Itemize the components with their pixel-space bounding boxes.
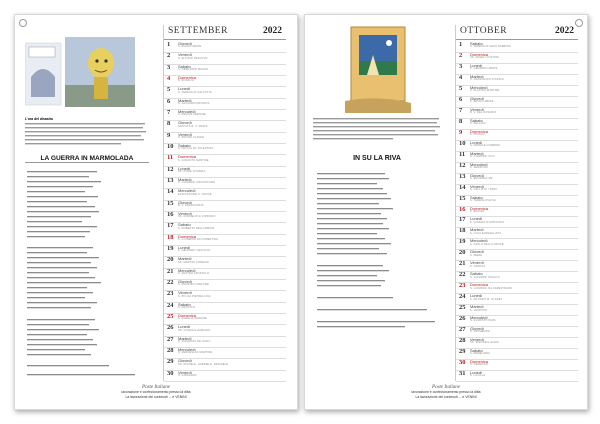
weekday-name: Venerdì: [470, 106, 484, 112]
weekday-name: Martedì: [470, 304, 484, 310]
weekday-name: Sabato: [470, 41, 483, 46]
saint-name: S. MATTEO APOSTOLO: [178, 271, 210, 275]
day-number: 22: [167, 279, 174, 286]
day-row: [164, 370, 286, 382]
day-number: 16: [459, 205, 466, 213]
weekday-name: Mercoledì: [470, 84, 488, 90]
saint-name: S. PELAGIA: [470, 122, 486, 126]
saint-name: S. REGINA VERGINE: [178, 113, 206, 117]
day-number: 13: [459, 172, 466, 180]
calendar-page-september: [14, 14, 298, 410]
saint-name: SS. COSMA E DAMIANO: [178, 328, 211, 332]
day-number: 20: [459, 249, 466, 257]
saint-name: S. GIUSEPPE DA COPERTINO: [178, 237, 219, 241]
day-number: 29: [459, 348, 466, 356]
weekday-name: Mercoledì: [470, 238, 488, 244]
day-number: 1: [459, 41, 463, 48]
poem-title: IN SU LA RIVA: [353, 155, 401, 162]
saint-name: S. IGNAZIO D'ANTIOCHIA: [470, 220, 505, 224]
day-number: 3: [459, 62, 463, 70]
weekday-name: Martedì: [178, 177, 192, 182]
weekday-name: Mercoledì: [178, 188, 196, 194]
saint-name: S. VENCESLAO MARTIRE: [178, 351, 213, 355]
saint-name: S. BRUNO ABATE: [470, 100, 494, 104]
day-number: 7: [459, 106, 463, 114]
saint-name: S. DANIELE COMBONI: [470, 144, 500, 147]
art-caption: [25, 117, 147, 122]
saint-name: S. GREGORIO MAGNO: [178, 67, 209, 71]
poem-text-lines: [27, 169, 145, 387]
day-number: 23: [459, 282, 466, 290]
day-number: 27: [167, 335, 174, 343]
saint-name: S. CRISPINO: [470, 308, 488, 312]
weekday-name: Martedì: [178, 97, 192, 103]
day-number: 4: [167, 75, 171, 82]
day-number: 18: [167, 233, 174, 241]
day-number: 29: [167, 358, 174, 366]
day-number: 30: [167, 369, 174, 377]
calendar-october: [455, 25, 578, 381]
saint-name: S. VINCENZO DE' PAOLI: [178, 339, 211, 343]
day-number: 22: [459, 271, 466, 279]
saint-name: S. CALLISTO I PAPA: [470, 187, 498, 191]
saint-name: S. ERMELINDA: [470, 352, 491, 356]
weekday-name: Venerdì: [178, 211, 192, 216]
weekday-name: Sabato: [470, 271, 483, 277]
weekday-name: Sabato: [178, 222, 191, 228]
footer-brand: Poste Italiane: [142, 385, 170, 390]
weekday-name: Mercoledì: [178, 267, 196, 273]
saint-name: S. TERESA D'AVILA: [470, 198, 497, 202]
weekday-name: Mercoledì: [470, 315, 488, 321]
weekday-name: Sabato: [178, 143, 191, 148]
weekday-name: Venerdì: [470, 337, 484, 343]
saint-name: S. ANTONIO M. CLARET: [470, 297, 503, 301]
weekday-name: Mercoledì: [178, 109, 196, 114]
page-footer: [23, 385, 289, 399]
saint-name: S. ORSOLA: [470, 264, 486, 268]
day-number: 28: [459, 337, 466, 345]
weekday-name: Mercoledì: [470, 161, 488, 167]
poem-title: LA GUERRA IN MARMOLADA: [25, 155, 149, 163]
saint-name: S. GENNARO VESCOVO: [178, 249, 211, 253]
saint-name: S. LUCA EVANGELISTA: [470, 231, 502, 235]
day-number: 24: [459, 293, 466, 301]
weekday-name: Giovedì: [178, 358, 192, 364]
weekday-name: Martedì: [178, 335, 192, 341]
day-number: 8: [459, 117, 463, 125]
footer-brand: Poste Italiane: [432, 385, 460, 390]
saint-name: S. GIOVANNI PAOLO II: [470, 275, 501, 279]
day-number: 10: [459, 139, 466, 147]
poem-body: [27, 169, 145, 387]
saint-name: SS. MICHELE, GABRIELE, RAFFAELE: [178, 362, 229, 366]
day-number: 15: [167, 199, 174, 207]
saint-name: S. PAOLO DELLA CROCE: [470, 242, 504, 246]
year: 2022: [263, 26, 282, 36]
caption-text-lines: [25, 122, 147, 152]
day-number: 17: [459, 216, 466, 224]
page-footer: [313, 385, 579, 399]
saint-name: SS. SIMONE E GIUDA: [470, 341, 500, 345]
weekday-name: Domenica: [178, 313, 197, 318]
calendar-header: [456, 25, 578, 40]
saint-name: S. AURELIA VERGINE: [178, 317, 208, 321]
day-number: 16: [167, 211, 174, 218]
saint-name: S. GIROLAMO: [178, 373, 197, 377]
painting-illustration: [25, 37, 137, 115]
day-number: 20: [167, 256, 174, 264]
weekday-name: Lunedì: [470, 216, 483, 222]
month-name: SETTEMBER: [168, 26, 228, 36]
day-number: 15: [459, 194, 466, 202]
weekday-name: Giovedì: [470, 95, 484, 101]
weekday-name: Lunedì: [470, 139, 483, 145]
weekday-name: Venerdì: [178, 131, 192, 137]
day-number: 21: [459, 260, 466, 268]
day-number: 13: [167, 177, 174, 184]
day-number: 19: [459, 238, 466, 246]
footer-line-2: La lavorazione dei contenuti ... e VENINI: [125, 394, 187, 399]
saint-name: S. SERAFINO: [470, 165, 489, 169]
year: 2022: [555, 26, 574, 36]
art-caption-text: [313, 117, 441, 153]
weekday-name: Giovedì: [470, 249, 484, 255]
saint-name: S. IRENE: [470, 253, 483, 257]
day-number: 2: [459, 51, 463, 59]
day-number: 14: [459, 183, 466, 191]
day-number: 7: [167, 109, 171, 116]
weekday-name: Lunedì: [178, 245, 191, 250]
weekday-name: Domenica: [178, 75, 197, 80]
saint-name: S. TERESA DI CALCUTTA: [178, 90, 212, 94]
saint-name: S. EVARISTO PAPA: [470, 319, 496, 323]
weekday-name: Lunedì: [178, 165, 191, 171]
weekday-name: Martedì: [178, 256, 192, 262]
day-number: 26: [167, 324, 174, 332]
saint-name: S. TERESA DI GESÙ BAMBINO: [470, 45, 512, 49]
weekday-name: Sabato: [470, 194, 483, 200]
saint-name: S. GIACINTO MARTIRE: [178, 158, 209, 162]
saint-name: S. GERMANO: [470, 363, 488, 367]
footer-line-2: La lavorazione dei contenuti ... e VENINI: [415, 394, 477, 399]
day-number: 11: [459, 150, 466, 158]
saint-name: S. GERARDO ABATE: [470, 67, 498, 71]
weekday-name: Domenica: [470, 282, 489, 288]
weekday-name: Giovedì: [178, 279, 192, 284]
day-number: 3: [167, 63, 171, 71]
day-number: 10: [167, 143, 174, 150]
weekday-name: Mercoledì: [178, 347, 196, 352]
weekday-name: Giovedì: [470, 326, 484, 332]
day-number: 25: [167, 313, 174, 320]
saint-name: S. FRANCESCO D'ASSISI: [470, 78, 504, 82]
weekday-name: Domenica: [178, 233, 197, 239]
punch-hole: [19, 19, 27, 27]
saint-name: S. GIOVANNI DA CAPESTRANO: [470, 286, 513, 290]
saint-name: S. GIOVANNI XXIII: [470, 154, 495, 158]
saint-name: S. LUCILLA: [470, 374, 486, 378]
day-number: 28: [167, 347, 174, 354]
day-number: 25: [459, 304, 466, 312]
saint-name: S. NICOLA DA TOLENTINO: [178, 147, 214, 151]
day-list: [456, 41, 578, 381]
saint-name: B. V. ADDOLORATA: [178, 203, 204, 207]
saint-name: S. PIETRO CLAVER: [178, 135, 205, 139]
day-number: 1: [167, 41, 171, 48]
day-number: 4: [459, 73, 463, 81]
weekday-name: Martedì: [470, 150, 484, 156]
calendar-september: [163, 25, 286, 381]
day-number: 6: [459, 95, 463, 103]
day-number: 19: [167, 245, 174, 252]
day-number: 18: [459, 227, 466, 235]
weekday-name: Giovedì: [178, 120, 192, 126]
saint-name: B. V. DEL ROSARIO: [470, 111, 497, 115]
day-number: 8: [167, 120, 171, 128]
weekday-name: Martedì: [470, 73, 484, 79]
day-number: 6: [167, 97, 171, 105]
weekday-name: Giovedì: [178, 41, 192, 46]
day-list: [164, 41, 286, 381]
weekday-name: Lunedì: [470, 62, 483, 68]
saint-name: S. PLACIDO MARTIRE: [470, 89, 500, 93]
saint-name: S. ELPIDIO VESCOVO: [178, 56, 208, 60]
day-number: 30: [459, 359, 466, 367]
weekday-name: Venerdì: [178, 52, 192, 58]
weekday-name: Martedì: [470, 227, 484, 233]
saint-name: SS. ANGELI CUSTODI: [470, 56, 500, 60]
weekday-name: Giovedì: [178, 199, 192, 205]
caption-text-lines: [313, 117, 441, 153]
weekday-name: Domenica: [470, 359, 489, 365]
saint-name: S. FRUMENZIO: [470, 330, 491, 334]
weekday-name: Sabato: [470, 117, 483, 123]
day-number: 27: [459, 326, 466, 334]
weekday-name: Domenica: [470, 128, 489, 134]
weekday-name: Sabato: [178, 301, 191, 307]
footer-line-1: lavorazione e confezionamento presso la ditta: [121, 390, 191, 395]
saint-name: ESALTAZIONE S. CROCE: [178, 192, 212, 196]
painting-svg: [25, 37, 137, 115]
day-number: 21: [167, 267, 174, 275]
day-number: 2: [167, 52, 171, 60]
day-number: 31: [459, 370, 466, 378]
calendar-header: [164, 25, 286, 40]
month-name: OTTOBER: [460, 26, 508, 36]
saint-name: S. EDOARDO RE: [470, 176, 493, 180]
weekday-name: Domenica: [470, 51, 489, 57]
day-number: 12: [459, 161, 466, 169]
saint-name: S. ROBERTO BELLARMINO: [178, 226, 215, 230]
calendar-page-october: [304, 14, 588, 410]
weekday-name: Venerdì: [178, 369, 192, 375]
day-number: 17: [167, 222, 174, 230]
saint-name: S. EGIDIO ABATE: [178, 45, 202, 49]
saint-name: S. ROSALIA: [178, 79, 194, 83]
weekday-name: Venerdì: [470, 260, 484, 266]
weekday-name: Sabato: [178, 63, 191, 69]
footer-line-1: lavorazione e confezionamento presso la ditta: [411, 390, 481, 395]
weekday-name: Lunedì: [470, 370, 483, 376]
weekday-name: Venerdì: [470, 183, 484, 189]
day-number: 14: [167, 188, 174, 196]
weekday-name: Lunedì: [178, 324, 191, 330]
day-number: 5: [167, 86, 171, 94]
weekday-name: Domenica: [470, 205, 489, 211]
saint-name: S. EDVIGE: [470, 209, 485, 213]
saint-name: S. GIOVANNI CRISOSTOMO: [178, 181, 216, 185]
weekday-name: Lunedì: [470, 293, 483, 299]
day-number: 26: [459, 315, 466, 323]
poem-body: [317, 171, 439, 387]
day-number: 9: [167, 131, 171, 139]
saint-name: S. DIONIGI: [470, 133, 485, 137]
day-number: 9: [459, 128, 463, 136]
painting-illustration: [345, 25, 411, 113]
saint-name: SS. NOME DI MARIA: [178, 169, 206, 173]
saint-name: NATIVITÀ B. V. MARIA: [178, 124, 208, 128]
weekday-name: Giovedì: [470, 172, 484, 178]
art-caption-text: [25, 122, 147, 152]
day-row: [456, 370, 578, 382]
painting-svg: [345, 25, 411, 113]
weekday-name: Sabato: [470, 348, 483, 354]
saint-name: S. MAURIZIO MARTIRE: [178, 283, 209, 287]
weekday-name: Venerdì: [178, 290, 192, 296]
day-number: 23: [167, 290, 174, 298]
day-number: 11: [167, 154, 174, 162]
day-number: 24: [167, 301, 174, 309]
day-number: 12: [167, 165, 174, 173]
weekday-name: Lunedì: [178, 86, 191, 92]
saint-name: SS. MARTIRI COREANI: [178, 260, 209, 264]
art-caption-label: L'ora del disastro: [25, 117, 54, 121]
saint-name: S. PACIFICO: [178, 305, 195, 309]
saint-name: SS. CORNELIO E CIPRIANO: [178, 215, 216, 219]
weekday-name: Domenica: [178, 154, 197, 160]
poem-text-lines: [317, 171, 439, 387]
day-number: 5: [459, 84, 463, 92]
saint-name: S. ZACCARIA PROFETA: [178, 101, 210, 105]
saint-name: S. PIO DA PIETRELCINA: [178, 294, 211, 298]
